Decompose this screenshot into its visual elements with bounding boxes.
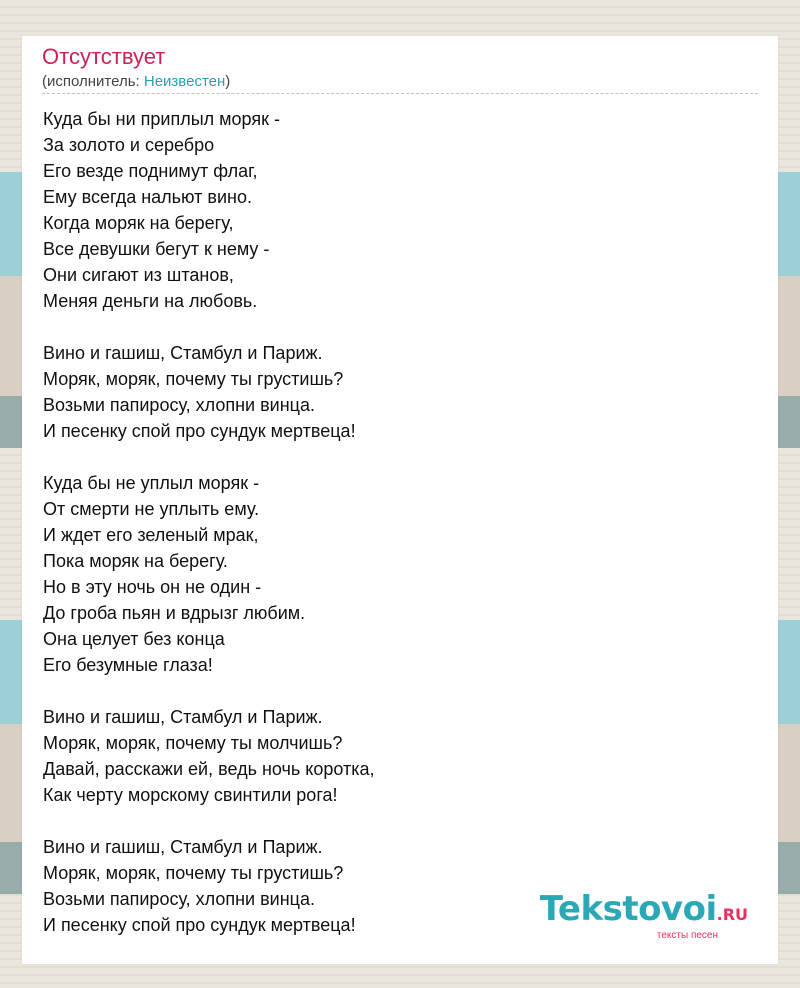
song-title: Отсутствует <box>42 44 166 69</box>
lyrics-line: Вино и гашиш, Стамбул и Париж. <box>43 837 323 857</box>
lyrics-line: От смерти не уплыть ему. <box>43 499 260 519</box>
lyrics-line: Возьми папиросу, хлопни винца. <box>43 395 315 415</box>
lyrics-line: И песенку спой про сундук мертвеца! <box>43 421 356 441</box>
lyrics-line: Как черту морскому свинтили рога! <box>43 785 338 805</box>
lyrics-stanza <box>43 340 375 444</box>
lyrics-line: И ждет его зеленый мрак, <box>43 525 259 545</box>
lyrics-line: Все девушки бегут к нему - <box>43 239 270 259</box>
divider <box>42 93 758 94</box>
lyrics-stanza <box>43 704 375 808</box>
lyrics-line: Куда бы не уплыл моряк - <box>43 473 260 493</box>
logo-main-text: Tekstovoi <box>539 889 717 929</box>
lyrics-line: Давай, расскажи ей, ведь ночь коротка, <box>43 759 375 779</box>
lyrics-line: Ему всегда нальют вино. <box>43 187 252 207</box>
logo-tagline: тексты песен <box>656 930 718 941</box>
lyrics-line: Она целует без конца <box>43 629 225 649</box>
artist-prefix: (исполнитель: <box>42 73 144 90</box>
logo-tld: .RU <box>716 905 748 924</box>
artist-link[interactable]: Неизвестен <box>143 73 226 90</box>
lyrics-line: Пока моряк на берегу. <box>43 551 228 571</box>
lyrics-stanza <box>43 834 375 938</box>
lyrics-line: Возьми папиросу, хлопни винца. <box>43 889 315 909</box>
lyrics-line: Его везде поднимут флаг, <box>43 161 258 181</box>
lyrics-line: Меняя деньги на любовь. <box>43 291 258 311</box>
lyrics-line: Они сигают из штанов, <box>43 265 234 285</box>
lyrics-line: Моряк, моряк, почему ты молчишь? <box>43 733 343 753</box>
lyrics-line: И песенку спой про сундук мертвеца! <box>43 915 356 935</box>
artist-line <box>42 73 230 91</box>
lyrics-body <box>43 106 375 964</box>
lyrics-line: Вино и гашиш, Стамбул и Париж. <box>43 343 323 363</box>
lyrics-line: Моряк, моряк, почему ты грустишь? <box>43 863 344 883</box>
lyrics-line: Его безумные глаза! <box>43 655 213 675</box>
lyrics-stanza <box>43 470 375 678</box>
lyrics-line: Когда моряк на берегу, <box>43 213 234 233</box>
site-logo[interactable] <box>539 889 748 942</box>
lyrics-line: Вино и гашиш, Стамбул и Париж. <box>43 707 323 727</box>
lyrics-card <box>22 36 778 964</box>
lyrics-line: Моряк, моряк, почему ты грустишь? <box>43 369 344 389</box>
lyrics-line: До гроба пьян и вдрызг любим. <box>43 603 306 623</box>
lyrics-stanza <box>43 106 375 314</box>
lyrics-line: Куда бы ни приплыл моряк - <box>43 109 280 129</box>
logo-wordmark <box>539 889 748 932</box>
lyrics-line: Но в эту ночь он не один - <box>43 577 262 597</box>
artist-suffix: ) <box>225 73 231 90</box>
lyrics-line: За золото и серебро <box>43 135 215 155</box>
